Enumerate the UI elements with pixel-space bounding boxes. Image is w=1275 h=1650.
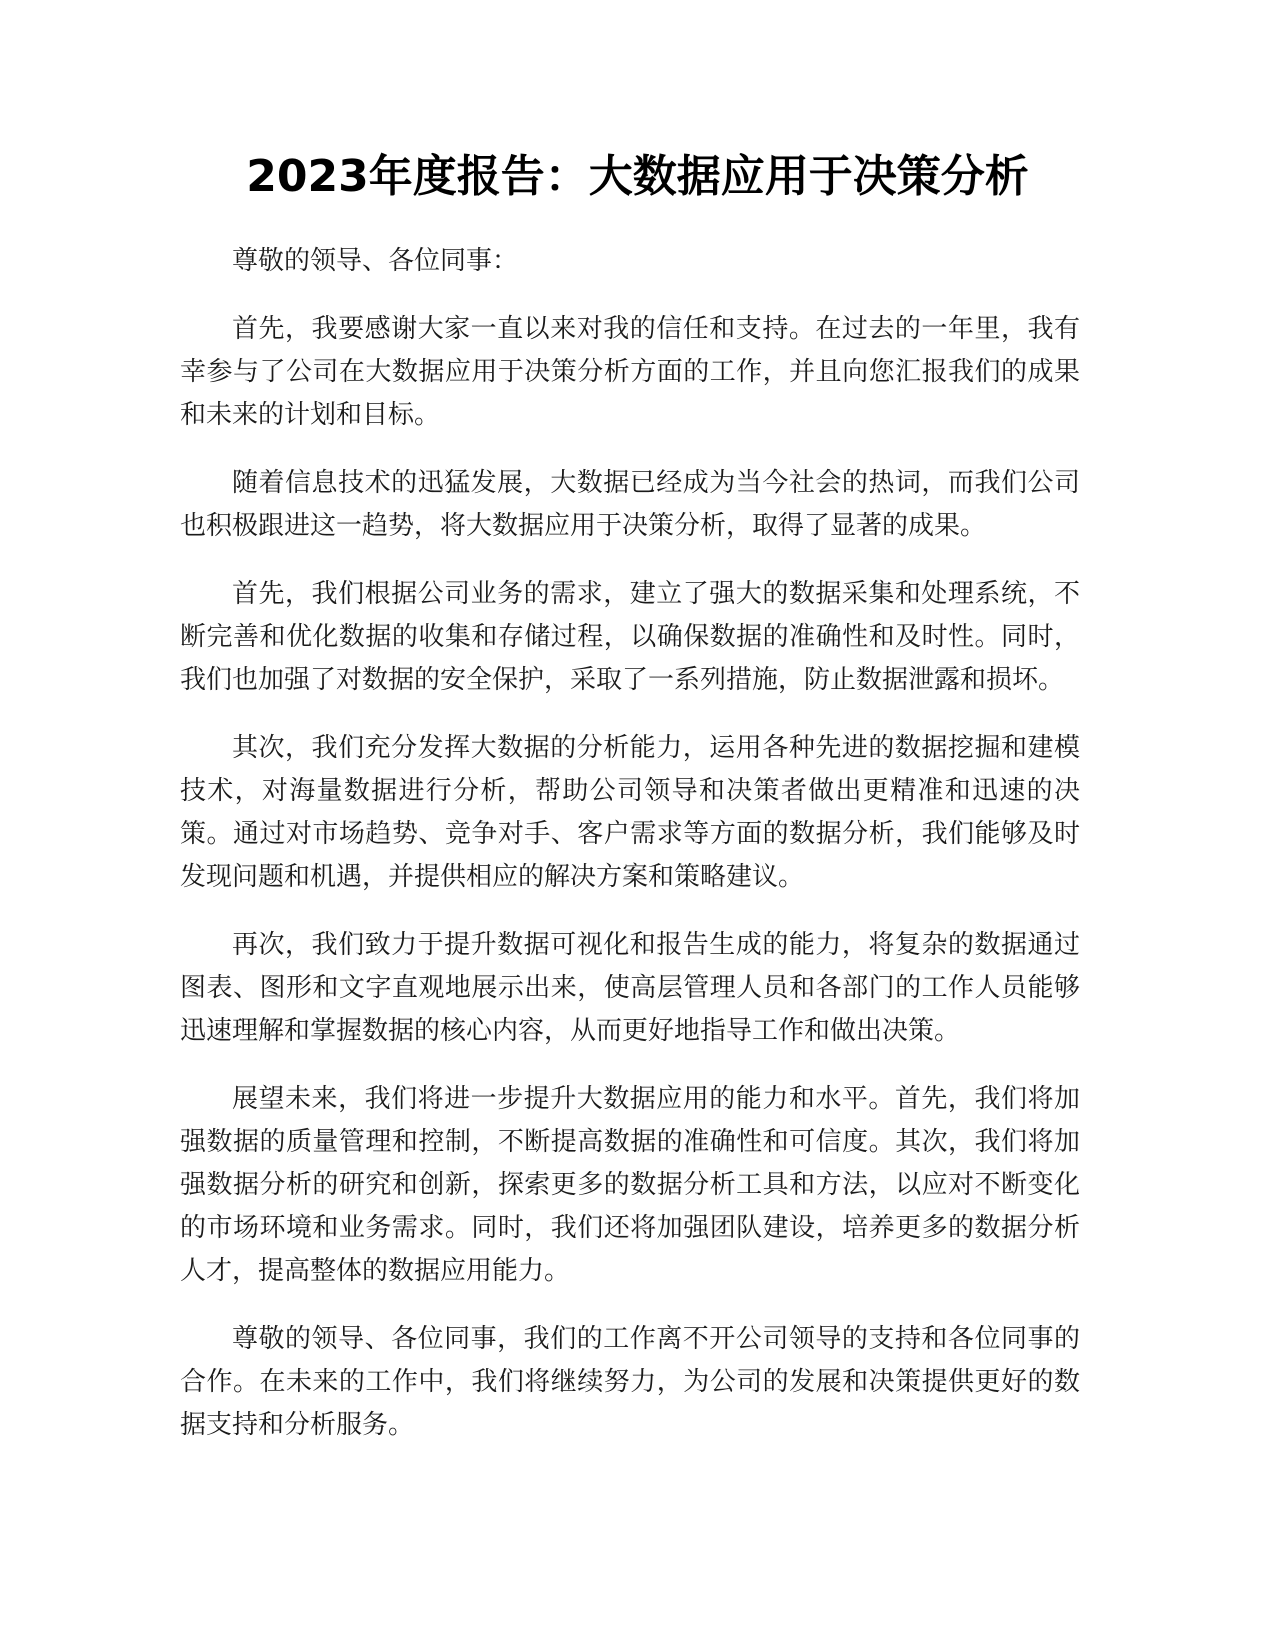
paragraph-visualization: 再次，我们致力于提升数据可视化和报告生成的能力，将复杂的数据通过图表、图形和文字直观地展示出来，使高层管理人员和各部门的工作人员能够迅速理解和掌握数据的核心内容，从而更好地指导工作和做出决策。	[180, 930, 1080, 1046]
paragraph-data-analysis: 其次，我们充分发挥大数据的分析能力，运用各种先进的数据挖掘和建模技术，对海量数据进行分析，帮助公司领导和决策者做出更精准和迅速的决策。通过对市场趋势、竞争对手、客户需求等方面的数据分析，我们能够及时发现问题和机遇，并提供相应的解决方案和策略建议。	[180, 733, 1080, 892]
paragraph-greeting: 尊敬的领导、各位同事：	[232, 246, 519, 276]
paragraph-data-collection: 首先，我们根据公司业务的需求，建立了强大的数据采集和处理系统，不断完善和优化数据的收集和存储过程，以确保数据的准确性和及时性。同时，我们也加强了对数据的安全保护，采取了一系列措施，防止数据泄露和损坏。	[180, 579, 1080, 695]
paragraph-closing: 尊敬的领导、各位同事，我们的工作离不开公司领导的支持和各位同事的合作。在未来的工作中，我们将继续努力，为公司的发展和决策提供更好的数据支持和分析服务。	[180, 1324, 1080, 1440]
document-body	[180, 240, 1080, 1472]
paragraph-background: 随着信息技术的迅猛发展，大数据已经成为当今社会的热词，而我们公司也积极跟进这一趋势，将大数据应用于决策分析，取得了显著的成果。	[180, 468, 1080, 541]
document-title: 2023年度报告：大数据应用于决策分析	[246, 151, 1029, 202]
paragraph-intro: 首先，我要感谢大家一直以来对我的信任和支持。在过去的一年里，我有幸参与了公司在大数据应用于决策分析方面的工作，并且向您汇报我们的成果和未来的计划和目标。	[180, 314, 1080, 430]
paragraph-outlook: 展望未来，我们将进一步提升大数据应用的能力和水平。首先，我们将加强数据的质量管理和控制，不断提高数据的准确性和可信度。其次，我们将加强数据分析的研究和创新，探索更多的数据分析工具和方法，以应对不断变化的市场环境和业务需求。同时，我们还将加强团队建设，培养更多的数据分析人才，提高整体的数据应用能力。	[180, 1084, 1080, 1286]
